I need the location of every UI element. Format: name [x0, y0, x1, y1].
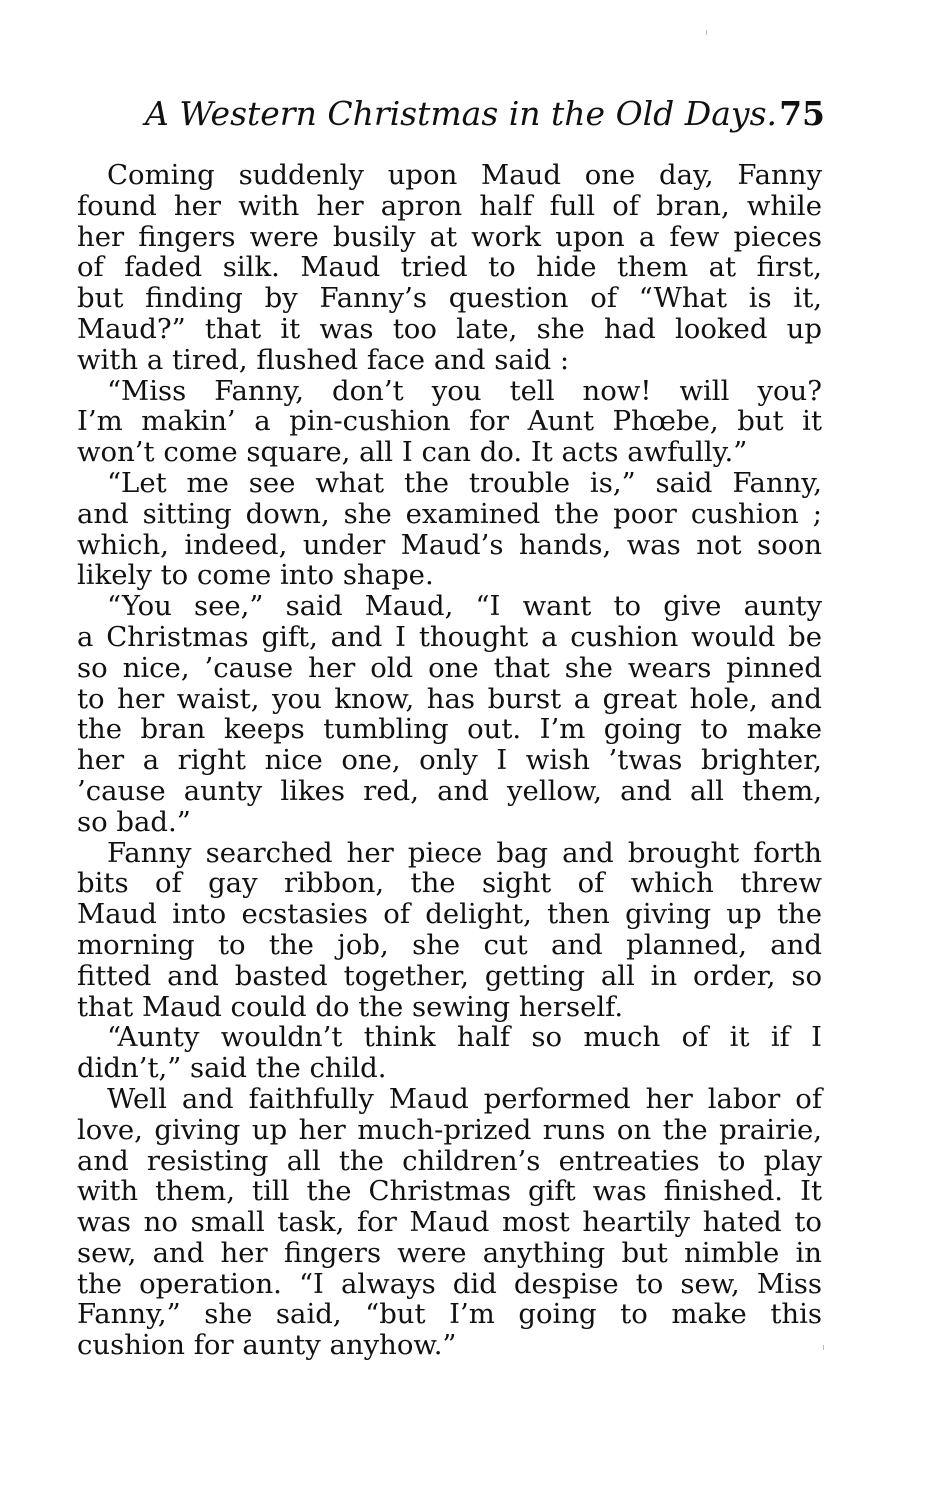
text-line: which, indeed, under Maud’s hands, was not soon	[77, 528, 822, 561]
text-line: to her waist, you know, has burst a great hole, and	[77, 682, 822, 715]
scan-speck	[706, 30, 707, 35]
text-line: with a tired, flushed face and said :	[77, 343, 570, 376]
text-line: of faded silk. Maud tried to hide them at first,	[77, 251, 822, 284]
text-line: so nice, ’cause her old one that she wears pinned	[77, 651, 822, 684]
text-line: her a right nice one, only I wish ’twas brighter,	[77, 744, 822, 777]
text-line: that Maud could do the sewing herself.	[77, 990, 624, 1023]
scan-speck	[823, 1345, 824, 1350]
text-line: won’t come square, all I can do. It acts awfully.”	[77, 436, 748, 469]
running-title: A Western Christmas in the Old Days.	[145, 94, 777, 133]
text-line: sew, and her fingers were anything but nimble in	[77, 1236, 822, 1269]
body-text	[77, 160, 822, 1361]
text-line: “Let me see what the trouble is,” said Fanny,	[107, 466, 822, 499]
text-line: and sitting down, she examined the poor cushion ;	[77, 497, 822, 530]
page-number: 75	[779, 94, 825, 133]
text-line: fitted and basted together, getting all in order, so	[77, 959, 822, 992]
text-line: Well and faithfully Maud performed her labor of	[107, 1082, 822, 1115]
text-line: “Miss Fanny, don’t you tell now! will you?	[107, 374, 822, 407]
text-line: was no small task, for Maud most heartily hated to	[77, 1206, 822, 1239]
text-line: Fanny searched her piece bag and brought forth	[107, 836, 822, 869]
text-line: likely to come into shape.	[77, 559, 434, 592]
text-line: “Aunty wouldn’t think half so much of it if I	[107, 1021, 822, 1054]
text-line: Coming suddenly upon Maud one day, Fanny	[107, 159, 822, 191]
text-line: ’cause aunty likes red, and yellow, and all them,	[77, 774, 822, 807]
text-line: Maud into ecstasies of delight, then giving up the	[77, 898, 822, 931]
text-line: Maud?” that it was too late, she had looked up	[77, 312, 822, 345]
text-line: the operation. “I always did despise to sew, Miss	[77, 1267, 822, 1300]
text-line: the bran keeps tumbling out. I’m going to make	[77, 713, 822, 746]
text-line: love, giving up her much-prized runs on the prairie,	[77, 1113, 822, 1146]
text-line: cushion for aunty anyhow.”	[77, 1329, 457, 1362]
running-head	[145, 92, 825, 136]
text-line: with them, till the Christmas gift was finished. It	[77, 1175, 822, 1208]
text-line: “You see,” said Maud, “I want to give aunty	[107, 590, 822, 623]
text-line: I’m makin’ a pin-cushion for Aunt Phœbe, but it	[77, 405, 822, 438]
text-line: Fanny,” she said, “but I’m going to make this	[77, 1298, 822, 1331]
text-line: but finding by Fanny’s question of “What is it,	[77, 282, 822, 315]
text-line: didn’t,” said the child.	[77, 1052, 387, 1085]
text-line: found her with her apron half full of bran, while	[77, 189, 822, 222]
text-line: morning to the job, she cut and planned, and	[77, 928, 822, 961]
text-line: and resisting all the children’s entreaties to play	[77, 1144, 822, 1177]
text-line: a Christmas gift, and I thought a cushion would be	[77, 620, 822, 653]
text-line: her fingers were busily at work upon a few pieces	[77, 220, 822, 253]
text-line: so bad.”	[77, 805, 191, 838]
text-line: bits of gay ribbon, the sight of which threw	[77, 867, 822, 900]
